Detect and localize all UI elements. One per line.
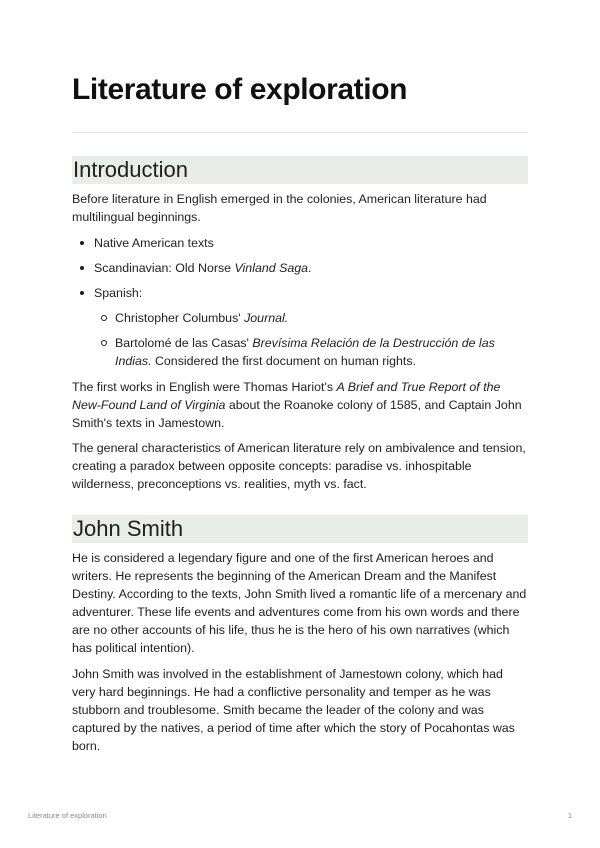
paragraph-text: The first works in English were Thomas Hariot's: [72, 380, 337, 394]
section-heading-introduction: Introduction: [72, 156, 528, 184]
smith-paragraph-1: He is considered a legendary figure and one of the first American heroes and writers. He represents the beginning of the American Dream and the Manifest Destiny. According to the texts, John Smith lived a romantic life of a mercenary and adventurer. These life events and adventures come from his own words and there are no other accounts of his life, thus he is the hero of his own narratives (which has political intention).: [72, 551, 527, 655]
intro-paragraph-3: The general characteristics of American literature rely on ambivalence and tension, creating a paradox between opposite concepts: paradise vs. inhospitable wilderness, preconceptions vs. realities, myth vs. fact.: [72, 441, 526, 491]
italic-title: A Brief and True Report of the New-Found Land of Virginia: [72, 380, 501, 412]
list-item: [72, 259, 528, 277]
italic-title: Vinland Saga: [234, 261, 309, 275]
list-item-text: Scandinavian: Old Norse: [94, 261, 235, 275]
list-item-text: .: [308, 261, 312, 275]
sub-list-item: [94, 309, 528, 327]
list-item-text: Christopher Columbus': [115, 311, 245, 325]
intro-paragraph-2: [72, 378, 528, 432]
list-item: [72, 234, 528, 252]
intro-bullet-list: [72, 234, 528, 377]
intro-paragraph-1: Before literature in English emerged in the colonies, American literature had multilingual beginnings.: [72, 192, 487, 224]
list-item-text: Considered the first document on human rights.: [151, 354, 416, 368]
list-item-text: Bartolomé de las Casas': [115, 336, 253, 350]
section-heading-john-smith: John Smith: [72, 515, 528, 543]
smith-paragraph-2: John Smith was involved in the establishment of Jamestown colony, which had very hard beginnings. He had a conflictive personality and temper as he was stubborn and troublesome. Smith became the leader of the colony and was captured by the natives, a period of time after which the story of Pocahontas was born.: [72, 667, 515, 753]
sub-bullet-list: [94, 309, 528, 370]
list-item-text: Native American texts: [94, 236, 214, 250]
list-item-text: Spanish:: [94, 286, 143, 300]
sub-list-item: [94, 334, 528, 370]
italic-title: Journal.: [244, 311, 289, 325]
document-title: Literature of exploration: [72, 73, 408, 106]
list-item: [72, 284, 528, 370]
footer-document-title: Literature of exploration: [28, 811, 107, 820]
italic-title: Brevísima Relación de la Destrucción de las Indias.: [115, 336, 495, 368]
title-divider: [72, 132, 528, 133]
footer-page-number: 1: [567, 811, 572, 820]
paragraph-text: about the Roanoke colony of 1585, and Captain John Smith's texts in Jamestown.: [72, 398, 522, 430]
